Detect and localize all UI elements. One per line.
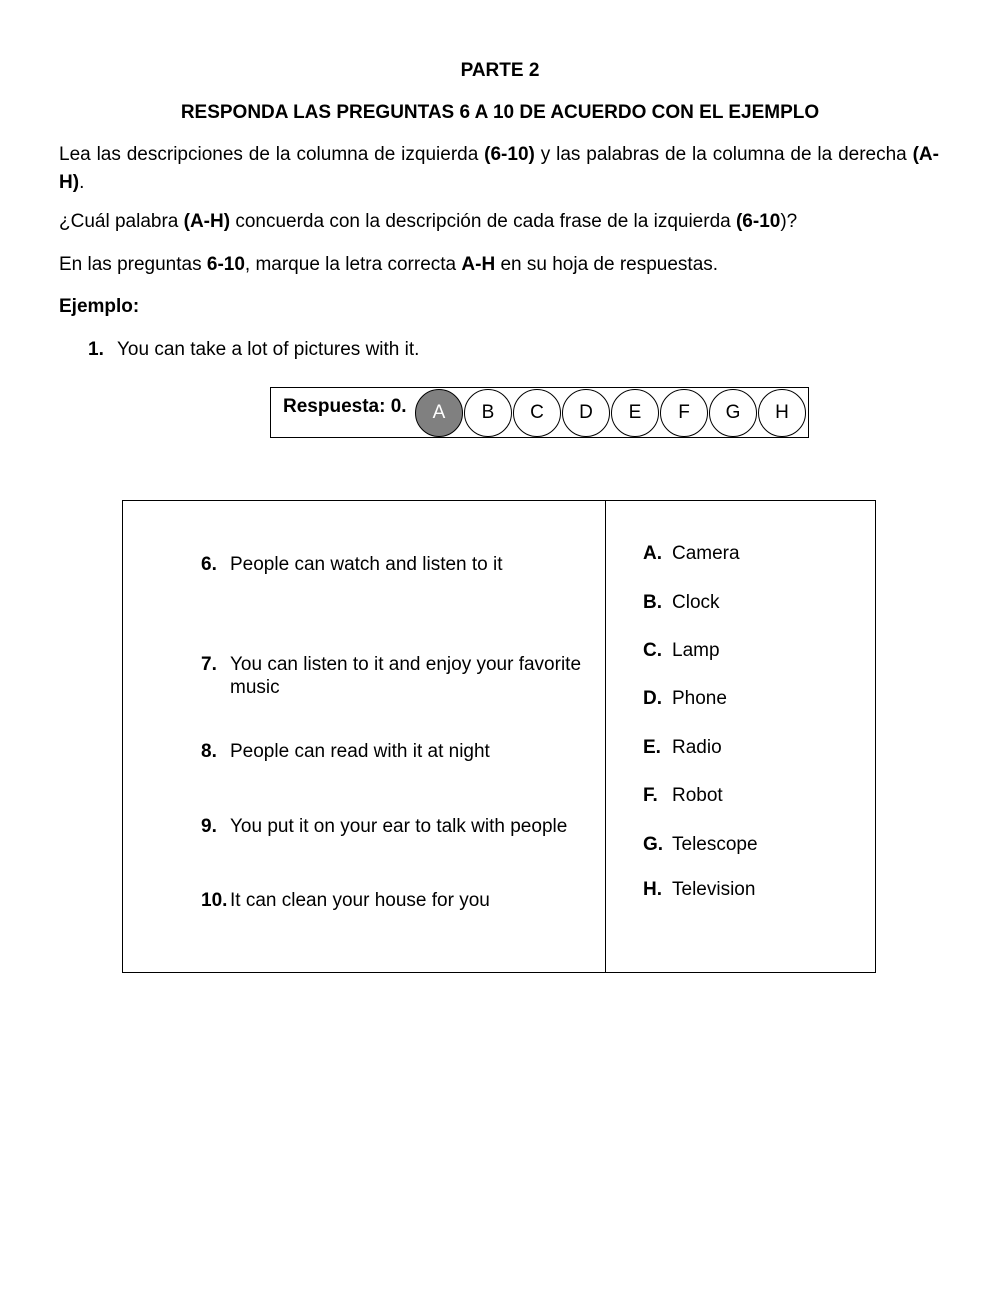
question-text: You put it on your ear to talk with people	[230, 816, 568, 837]
option-letter: G.	[643, 834, 664, 855]
option-word: Lamp	[672, 640, 720, 661]
answer-bubble-f[interactable]: F	[660, 389, 708, 437]
instruction-paragraph-3	[59, 251, 939, 279]
option-word: Telescope	[672, 834, 758, 855]
option-letter: E.	[643, 737, 661, 758]
p2-text-a: ¿Cuál palabra	[59, 211, 184, 232]
option-b	[643, 592, 720, 614]
example-question: You can take a lot of pictures with it.	[117, 339, 420, 360]
p2-text-e: )?	[780, 211, 798, 232]
part-title: PARTE 2	[460, 60, 540, 81]
answer-bubble-g[interactable]: G	[709, 389, 757, 437]
p2-bold-range: (6-10	[735, 211, 781, 232]
p3-bold-range: 6-10	[206, 254, 245, 275]
option-d	[643, 688, 727, 710]
option-letter: A.	[643, 543, 662, 564]
p1-bold-letters: (A-H)	[59, 144, 939, 193]
option-word: Radio	[672, 737, 722, 758]
option-f	[643, 785, 723, 807]
option-word: Robot	[672, 785, 723, 806]
instruction-paragraph-1	[59, 141, 939, 197]
question-text: People can read with it at night	[230, 741, 490, 762]
option-word: Camera	[672, 543, 740, 564]
question-text: People can watch and listen to it	[230, 554, 503, 575]
example-number: 1.	[88, 339, 104, 360]
column-divider	[605, 501, 606, 972]
p3-text-e: en su hoja de respuestas.	[495, 254, 719, 275]
option-word: Phone	[672, 688, 727, 709]
question-number: 8.	[201, 741, 217, 762]
matching-table	[122, 500, 876, 973]
p1-text-a: Lea las descripciones de la columna de izquierda	[59, 144, 485, 165]
question-text: It can clean your house for you	[230, 890, 490, 911]
p1-text-e: .	[79, 172, 85, 193]
answer-bubble-b[interactable]: B	[464, 389, 512, 437]
instruction-title: RESPONDA LAS PREGUNTAS 6 A 10 DE ACUERDO CON EL EJEMPLO	[180, 102, 820, 123]
option-letter: D.	[643, 688, 662, 709]
answer-bubble-h[interactable]: H	[758, 389, 806, 437]
option-letter: C.	[643, 640, 662, 661]
option-c	[643, 640, 720, 662]
option-letter: B.	[643, 592, 662, 613]
example-label: Ejemplo:	[59, 296, 140, 317]
option-letter: H.	[643, 879, 662, 900]
p1-text-c: y las palabras de la columna de la derecha	[534, 144, 913, 165]
answer-bubble-e[interactable]: E	[611, 389, 659, 437]
instruction-paragraph-2	[59, 208, 939, 236]
p1-bold-range: (6-10)	[484, 144, 535, 165]
option-g	[643, 834, 758, 856]
answer-bubble-c[interactable]: C	[513, 389, 561, 437]
option-word: Television	[672, 879, 756, 900]
question-number: 9.	[201, 816, 217, 837]
option-word: Clock	[672, 592, 720, 613]
option-a	[643, 543, 740, 565]
question-number: 10.	[201, 890, 228, 911]
example-answer-box	[270, 387, 809, 438]
option-h	[643, 879, 755, 901]
question-number: 6.	[201, 554, 217, 575]
p3-text-a: En las preguntas	[59, 254, 207, 275]
p3-text-c: , marque la letra correcta	[244, 254, 462, 275]
p3-bold-letters: A-H	[461, 254, 496, 275]
option-e	[643, 737, 722, 759]
p2-text-c: concuerda con la descripción de cada frase de la izquierda	[230, 211, 736, 232]
option-letter: F.	[643, 785, 658, 806]
question-number: 7.	[201, 654, 217, 675]
question-text: You can listen to it and enjoy your favorite music	[230, 654, 582, 698]
p2-bold-letters: (A-H)	[183, 211, 231, 232]
answer-bubble-d[interactable]: D	[562, 389, 610, 437]
answer-bubble-a[interactable]: A	[415, 389, 463, 437]
answer-label: Respuesta: 0.	[283, 396, 407, 417]
